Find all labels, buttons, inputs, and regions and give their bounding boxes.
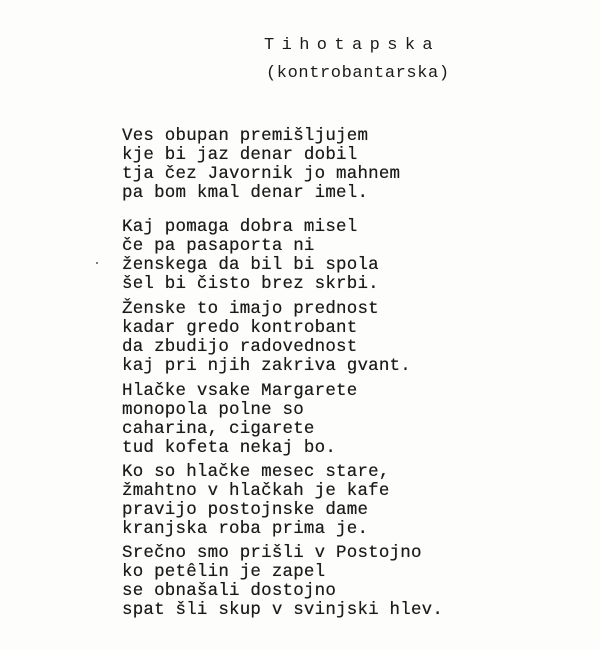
poem-title: Tihotapska xyxy=(264,36,441,55)
stanza-2 xyxy=(122,218,379,294)
verse-line: ženskega da bil bi spola xyxy=(122,255,379,275)
verse-line: monopola polne so xyxy=(122,400,304,420)
verse-line: kje bi jaz denar dobil xyxy=(122,145,358,165)
verse-line: kranjska roba prima je. xyxy=(122,519,369,539)
verse-line: šel bi čisto brez skrbi. xyxy=(122,274,379,294)
verse-line: Srečno smo prišli v Postojno xyxy=(122,543,422,563)
verse-line: se obnašali dostojno xyxy=(122,581,337,601)
verse-line: kaj pri njih zakriva gvant. xyxy=(122,356,411,376)
stanza-1 xyxy=(122,127,400,203)
verse-line: kadar gredo kontrobant xyxy=(122,318,358,338)
poem-subtitle: (kontrobantarska) xyxy=(266,64,450,83)
verse-line: da zbudijo radovednost xyxy=(122,337,358,357)
verse-line: pravijo postojnske dame xyxy=(122,500,369,520)
verse-line: Ko so hlačke mesec stare, xyxy=(122,462,390,482)
verse-line: Hlačke vsake Margarete xyxy=(122,381,358,401)
verse-line: caharina, cigarete xyxy=(122,419,315,439)
verse-line: Ženske to imajo prednost xyxy=(122,299,379,319)
stanza-3 xyxy=(122,300,411,376)
verse-line: Ves obupan premišljujem xyxy=(122,126,369,146)
stanza-5 xyxy=(122,463,390,539)
verse-line: žmahtno v hlačkah je kafe xyxy=(122,481,390,501)
verse-line: spat šli skup v svinjski hlev. xyxy=(122,600,444,620)
verse-line: pa bom kmal denar imel. xyxy=(122,183,369,203)
verse-line: tud kofeta nekaj bo. xyxy=(122,438,337,458)
stanza-4 xyxy=(122,382,357,458)
verse-line: Kaj pomaga dobra misel xyxy=(122,217,358,237)
ink-speck xyxy=(96,262,98,264)
verse-line: tja čez Javornik jo mahnem xyxy=(122,164,401,184)
verse-line: če pa pasaporta ni xyxy=(122,236,315,256)
stanza-6 xyxy=(122,544,443,620)
verse-line: ko petêlin je zapel xyxy=(122,562,326,582)
